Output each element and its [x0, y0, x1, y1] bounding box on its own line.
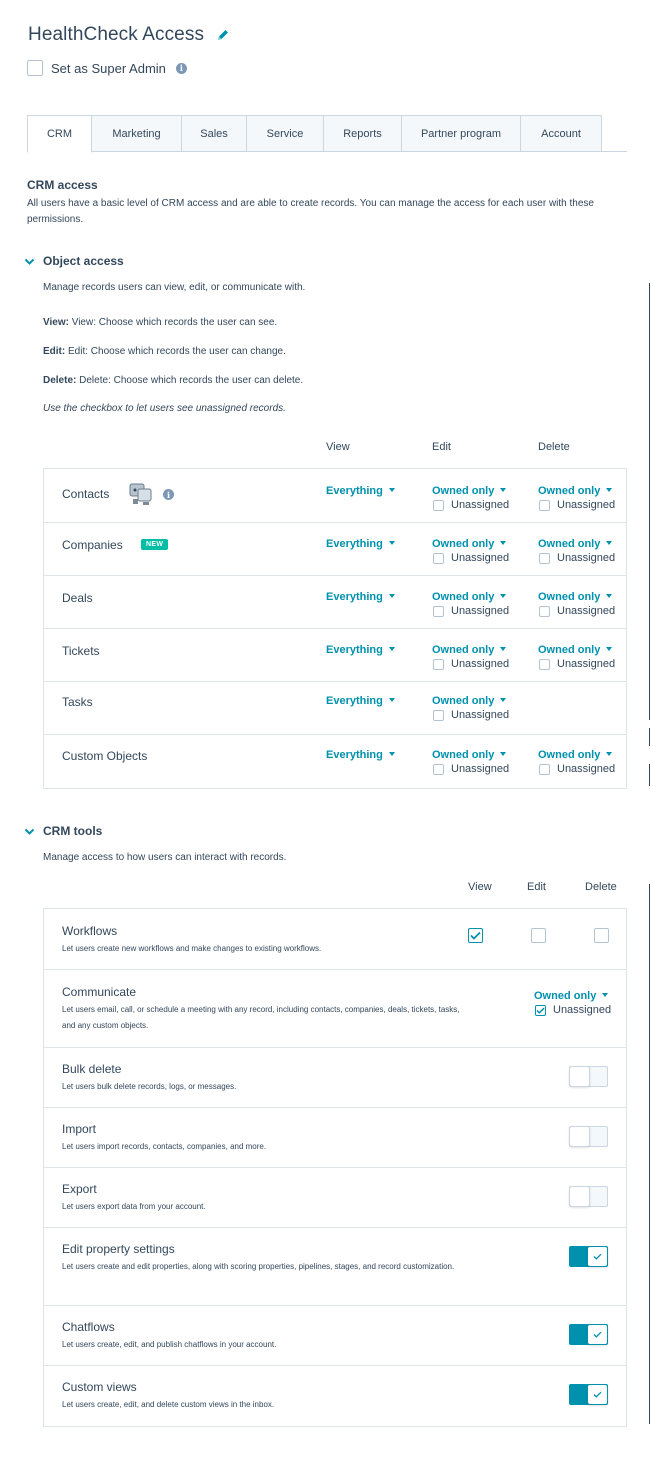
checkmark-icon	[470, 931, 481, 940]
tool-description: Let users import records, contacts, companies, and more.	[62, 1142, 267, 1151]
delete-dropdown[interactable]: Owned only	[538, 485, 612, 497]
delete-unassigned-checkbox[interactable]: Unassigned	[539, 499, 615, 511]
caret-down-icon	[606, 752, 612, 756]
edit-dropdown[interactable]: Owned only	[432, 644, 506, 656]
edit-unassigned-checkbox[interactable]: Unassigned	[433, 499, 509, 511]
scrollbar-track[interactable]	[649, 283, 650, 720]
checkbox[interactable]	[433, 500, 444, 511]
tool-name: Workflows	[62, 924, 118, 938]
object-name: Deals	[62, 591, 93, 605]
edit-property-settings-toggle[interactable]	[569, 1246, 608, 1267]
tool-description: Let users email, call, or schedule a meeting with any record, including contacts, companies, deals, tickets, tasks, and any custom objects.	[62, 1005, 460, 1030]
caret-down-icon	[500, 647, 506, 651]
tool-name: Import	[62, 1122, 97, 1136]
tab-crm[interactable]: CRM	[27, 115, 92, 153]
checkmark-icon	[593, 1253, 602, 1260]
title-row	[28, 24, 230, 46]
tab-marketing[interactable]: Marketing	[92, 115, 182, 152]
info-icon[interactable]: i	[176, 63, 187, 74]
tab-partner-program[interactable]: Partner program	[402, 115, 521, 152]
caret-down-icon	[500, 752, 506, 756]
column-delete: Delete	[538, 441, 570, 453]
export-toggle[interactable]	[569, 1186, 608, 1207]
workflows-edit-checkbox[interactable]	[531, 928, 546, 943]
workflows-view-checkbox[interactable]	[468, 928, 483, 943]
tool-name: Custom views	[62, 1380, 137, 1394]
chevron-down-icon	[24, 826, 35, 837]
robot-mascot-icon	[127, 480, 155, 506]
edit-dropdown[interactable]: Owned only	[432, 485, 506, 497]
checkbox[interactable]	[433, 606, 444, 617]
caret-down-icon	[606, 647, 612, 651]
caret-down-icon	[500, 488, 506, 492]
caret-down-icon	[606, 594, 612, 598]
caret-down-icon	[389, 488, 395, 492]
delete-dropdown[interactable]: Owned only	[538, 538, 612, 550]
checkbox[interactable]	[433, 764, 444, 775]
scrollbar-track[interactable]	[649, 884, 650, 1424]
unassigned-note: Use the checkbox to let users see unassigned records.	[43, 403, 286, 414]
info-icon[interactable]: i	[163, 489, 174, 500]
tool-description: Let users create, edit, and delete custom views in the inbox.	[62, 1400, 275, 1409]
checkmark-icon	[536, 1007, 545, 1014]
caret-down-icon	[500, 541, 506, 545]
object-access-description: Manage records users can view, edit, or communicate with.	[43, 282, 306, 293]
table-row	[44, 970, 626, 1048]
tool-description: Let users create, edit, and publish chatflows in your account.	[62, 1340, 277, 1349]
tab-account[interactable]: Account	[521, 115, 602, 152]
checkmark-icon	[593, 1331, 602, 1338]
communicate-unassigned-checkbox[interactable]: Unassigned	[535, 1004, 611, 1016]
workflows-delete-checkbox[interactable]	[594, 928, 609, 943]
super-admin-label: Set as Super Admin	[51, 60, 166, 76]
delete-explainer: Delete: Delete: Choose which records the user can delete.	[43, 375, 304, 386]
edit-unassigned-checkbox[interactable]: Unassigned	[433, 605, 509, 617]
caret-down-icon	[389, 541, 395, 545]
edit-dropdown[interactable]: Owned only	[432, 538, 506, 550]
tool-description: Let users create and edit properties, along with scoring properties, pipelines, stages, and record customization.	[62, 1262, 455, 1271]
checkbox[interactable]	[433, 553, 444, 564]
caret-down-icon	[389, 752, 395, 756]
checkbox[interactable]	[535, 1005, 546, 1016]
view-dropdown[interactable]: Everything	[326, 749, 395, 761]
object-name: Companies	[62, 538, 123, 552]
custom-views-toggle[interactable]	[569, 1384, 608, 1405]
view-dropdown[interactable]: Everything	[326, 538, 395, 550]
table-row	[44, 523, 626, 576]
scrollbar-thumb[interactable]	[649, 728, 650, 746]
tool-description: Let users create new workflows and make changes to existing workflows.	[62, 944, 322, 953]
crm-tools-toggle[interactable]	[24, 824, 102, 838]
checkbox[interactable]	[539, 553, 550, 564]
table-row	[44, 1228, 626, 1306]
view-dropdown[interactable]: Everything	[326, 695, 395, 707]
page-title: HealthCheck Access	[28, 24, 205, 45]
checkbox[interactable]	[539, 500, 550, 511]
view-explainer: View: View: Choose which records the user can see.	[43, 317, 278, 328]
checkmark-icon	[593, 1391, 602, 1398]
edit-unassigned-checkbox[interactable]: Unassigned	[433, 552, 509, 564]
table-row	[44, 735, 626, 788]
tool-name: Edit property settings	[62, 1242, 175, 1256]
tool-name: Export	[62, 1182, 97, 1196]
table-row	[44, 1048, 626, 1108]
edit-unassigned-checkbox[interactable]: Unassigned	[433, 658, 509, 670]
table-row	[44, 682, 626, 735]
super-admin-checkbox[interactable]	[27, 60, 43, 76]
tab-reports[interactable]: Reports	[324, 115, 402, 152]
table-row	[44, 576, 626, 629]
caret-down-icon	[500, 698, 506, 702]
chevron-down-icon	[24, 256, 35, 267]
crm-tools-title: CRM tools	[43, 824, 103, 838]
tool-description: Let users bulk delete records, logs, or messages.	[62, 1082, 237, 1091]
view-dropdown[interactable]: Everything	[326, 591, 395, 603]
delete-unassigned-checkbox[interactable]: Unassigned	[539, 658, 615, 670]
communicate-dropdown[interactable]: Owned only	[534, 990, 608, 1002]
table-row	[44, 1168, 626, 1228]
caret-down-icon	[389, 647, 395, 651]
caret-down-icon	[500, 594, 506, 598]
caret-down-icon	[606, 488, 612, 492]
delete-unassigned-checkbox[interactable]: Unassigned	[539, 552, 615, 564]
table-row	[44, 1306, 626, 1366]
table-row	[44, 1108, 626, 1168]
delete-dropdown[interactable]: Owned only	[538, 644, 612, 656]
delete-unassigned-checkbox[interactable]: Unassigned	[539, 605, 615, 617]
edit-dropdown[interactable]: Owned only	[432, 591, 506, 603]
edit-dropdown[interactable]: Owned only	[432, 695, 506, 707]
crm-access-title: CRM access	[27, 178, 98, 192]
view-dropdown[interactable]: Everything	[326, 485, 395, 497]
chatflows-toggle[interactable]	[569, 1324, 608, 1345]
object-name: Tasks	[62, 695, 93, 709]
tab-sales[interactable]: Sales	[182, 115, 247, 152]
object-access-toggle[interactable]	[24, 254, 124, 268]
tab-service[interactable]: Service	[247, 115, 324, 152]
object-name: Custom Objects	[62, 749, 148, 763]
crm-tools-table	[43, 908, 627, 1427]
checkbox[interactable]	[539, 606, 550, 617]
crm-access-description: All users have a basic level of CRM access and are able to create records. You can manage the access for each user with these permissions.	[27, 198, 594, 225]
column-edit: Edit	[432, 441, 451, 453]
tools-column-view: View	[468, 881, 492, 893]
caret-down-icon	[389, 698, 395, 702]
object-name: Contacts	[62, 487, 110, 501]
checkbox[interactable]	[433, 710, 444, 721]
tool-description: Let users export data from your account.	[62, 1202, 206, 1211]
new-badge: NEW	[141, 539, 168, 550]
object-access-title: Object access	[43, 254, 124, 268]
pencil-edit-icon[interactable]	[216, 28, 230, 42]
bulk-delete-toggle[interactable]	[569, 1066, 608, 1087]
table-row	[44, 469, 626, 523]
object-access-table	[43, 468, 627, 789]
caret-down-icon	[606, 541, 612, 545]
edit-explainer: Edit: Edit: Choose which records the user can change.	[43, 346, 286, 357]
tools-column-edit: Edit	[527, 881, 546, 893]
caret-down-icon	[389, 594, 395, 598]
delete-dropdown[interactable]: Owned only	[538, 749, 612, 761]
delete-unassigned-checkbox[interactable]: Unassigned	[539, 763, 615, 775]
import-toggle[interactable]	[569, 1126, 608, 1147]
caret-down-icon	[602, 993, 608, 997]
tool-name: Bulk delete	[62, 1062, 122, 1076]
checkbox[interactable]	[539, 659, 550, 670]
tools-column-delete: Delete	[585, 881, 617, 893]
edit-unassigned-checkbox[interactable]: Unassigned	[433, 763, 509, 775]
permission-tabs	[27, 115, 627, 152]
table-row	[44, 909, 626, 970]
table-row	[44, 1366, 626, 1426]
table-row	[44, 629, 626, 682]
tool-name: Communicate	[62, 985, 137, 999]
edit-dropdown[interactable]: Owned only	[432, 749, 506, 761]
crm-tools-description: Manage access to how users can interact with records.	[43, 852, 287, 863]
tool-name: Chatflows	[62, 1320, 115, 1334]
column-view: View	[326, 441, 350, 453]
super-admin-row	[27, 60, 187, 76]
scrollbar-thumb[interactable]	[649, 764, 650, 786]
object-name: Tickets	[62, 644, 100, 658]
view-dropdown[interactable]: Everything	[326, 644, 395, 656]
edit-unassigned-checkbox[interactable]: Unassigned	[433, 709, 509, 721]
checkbox[interactable]	[433, 659, 444, 670]
checkbox[interactable]	[539, 764, 550, 775]
delete-dropdown[interactable]: Owned only	[538, 591, 612, 603]
